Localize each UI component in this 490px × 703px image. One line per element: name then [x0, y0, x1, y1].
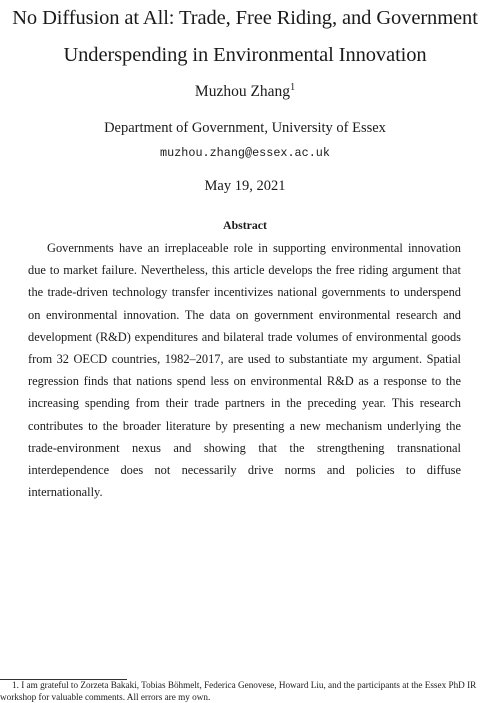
footnote: 1. I am grateful to Zorzeta Bakaki, Tobias Böhmelt, Federica Genovese, Howard Liu, and the participants at the Essex PhD IR workshop for valuable comments. All errors are my own.	[0, 680, 477, 702]
author-email: muzhou.zhang@essex.ac.uk	[160, 146, 330, 160]
author-line	[0, 82, 490, 101]
author-footnote-mark: 1	[290, 82, 296, 93]
author-name: Muzhou Zhang	[194, 83, 291, 100]
publication-date: May 19, 2021	[204, 178, 286, 194]
abstract-heading: Abstract	[223, 218, 267, 232]
affiliation: Department of Government, University of Essex	[104, 120, 386, 136]
paper-title: No Diffusion at All: Trade, Free Riding, and Government Underspending in Environmental Innovation	[12, 7, 478, 66]
abstract-text: Governments have an irreplaceable role in supporting environmental innovation due to market failure. Nevertheless, this article develops the free riding argument that the trade-driven technology transfer incentivizes national governments to underspend on environmental innovation. The data on government environmental research and development (R&D) expenditures and bilateral trade volumes of environmental goods from 32 OECD countries, 1982–2017, are used to substantiate my argument. Spatial regression finds that nations spend less on environmental R&D as a response to the increasing spending from their trade partners in the preceding year. This research contributes to the broader literature by presenting a new mechanism underlying the trade-environment nexus and showing that the strengthening transnational interdependence does not necessarily drive norms and policies to diffuse internationally.	[28, 241, 461, 500]
